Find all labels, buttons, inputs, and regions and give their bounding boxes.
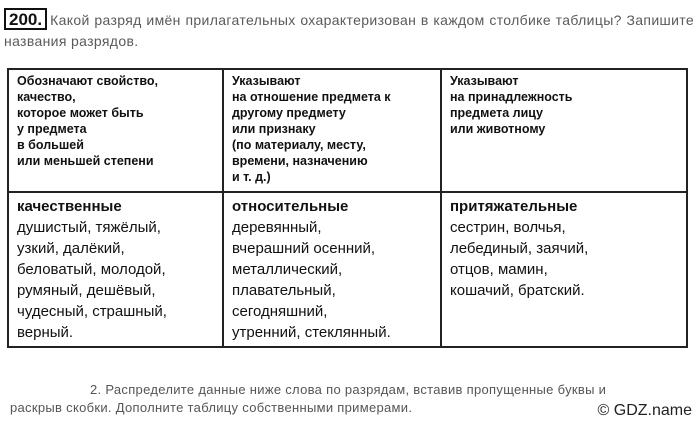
header-line: которое может быть xyxy=(17,106,144,120)
category-title: качественные xyxy=(17,198,122,215)
word-line: лебединый, заячий, xyxy=(450,240,589,257)
word-line: утренний, стеклянный. xyxy=(232,324,391,341)
exercise-heading xyxy=(4,8,694,52)
adjective-categories-table xyxy=(7,68,688,348)
header-line: (по материалу, месту, xyxy=(232,138,366,152)
header-cell-relation xyxy=(223,69,441,192)
word-line: душистый, тяжёлый, xyxy=(17,219,161,236)
table-body-row xyxy=(8,192,687,347)
body-cell-quality xyxy=(8,192,223,347)
task-2-line: 2. Распределите данные ниже слова по разрядам, вставив пропущенные буквы и xyxy=(90,382,607,397)
header-cell-quality xyxy=(8,69,223,192)
header-line: и т. д.) xyxy=(232,170,271,184)
header-cell-possession xyxy=(441,69,687,192)
task-2-line: раскрыв скобки. Дополните таблицу собственными примерами. xyxy=(10,400,413,415)
header-line: Указывают xyxy=(450,74,519,88)
header-line: предмета лицу xyxy=(450,106,543,120)
header-line: на отношение предмета к xyxy=(232,90,391,104)
word-line: румяный, дешёвый, xyxy=(17,282,156,299)
exercise-question: Какой разряд имён прилагательных охарактеризован в каждом столбике таблицы? Запишите названия разрядов. xyxy=(4,12,694,49)
word-line: деревянный, xyxy=(232,219,322,236)
exercise-number: 200. xyxy=(4,8,47,30)
word-line: узкий, далёкий, xyxy=(17,240,125,257)
word-line: вчерашний осенний, xyxy=(232,240,376,257)
header-line: или признаку xyxy=(232,122,316,136)
category-title: относительные xyxy=(232,198,349,215)
header-line: или меньшей степени xyxy=(17,154,154,168)
word-line: верный. xyxy=(17,324,74,341)
word-line: сестрин, волчья, xyxy=(450,219,566,236)
body-cell-relation xyxy=(223,192,441,347)
watermark: © GDZ.name xyxy=(597,402,692,419)
exercise-text xyxy=(4,8,694,52)
header-line: в большей xyxy=(17,138,84,152)
table-header-row xyxy=(8,69,687,192)
word-line: отцов, мамин, xyxy=(450,261,548,278)
header-line: на принадлежность xyxy=(450,90,573,104)
word-line: плавательный, xyxy=(232,282,336,299)
header-line: у предмета xyxy=(17,122,87,136)
header-line: или животному xyxy=(450,122,546,136)
header-line: Указывают xyxy=(232,74,301,88)
header-line: качество, xyxy=(17,90,76,104)
header-line: Обозначают свойство, xyxy=(17,74,158,88)
header-line: времени, назначению xyxy=(232,154,368,168)
body-cell-possession xyxy=(441,192,687,347)
word-line: кошачий, братский. xyxy=(450,282,585,299)
word-line: сегодняшний, xyxy=(232,303,328,320)
task-2-text xyxy=(10,381,690,417)
header-line: другому предмету xyxy=(232,106,346,120)
word-line: металлический, xyxy=(232,261,343,278)
word-line: беловатый, молодой, xyxy=(17,261,166,278)
word-line: чудесный, страшный, xyxy=(17,303,167,320)
category-title: притяжательные xyxy=(450,198,578,215)
